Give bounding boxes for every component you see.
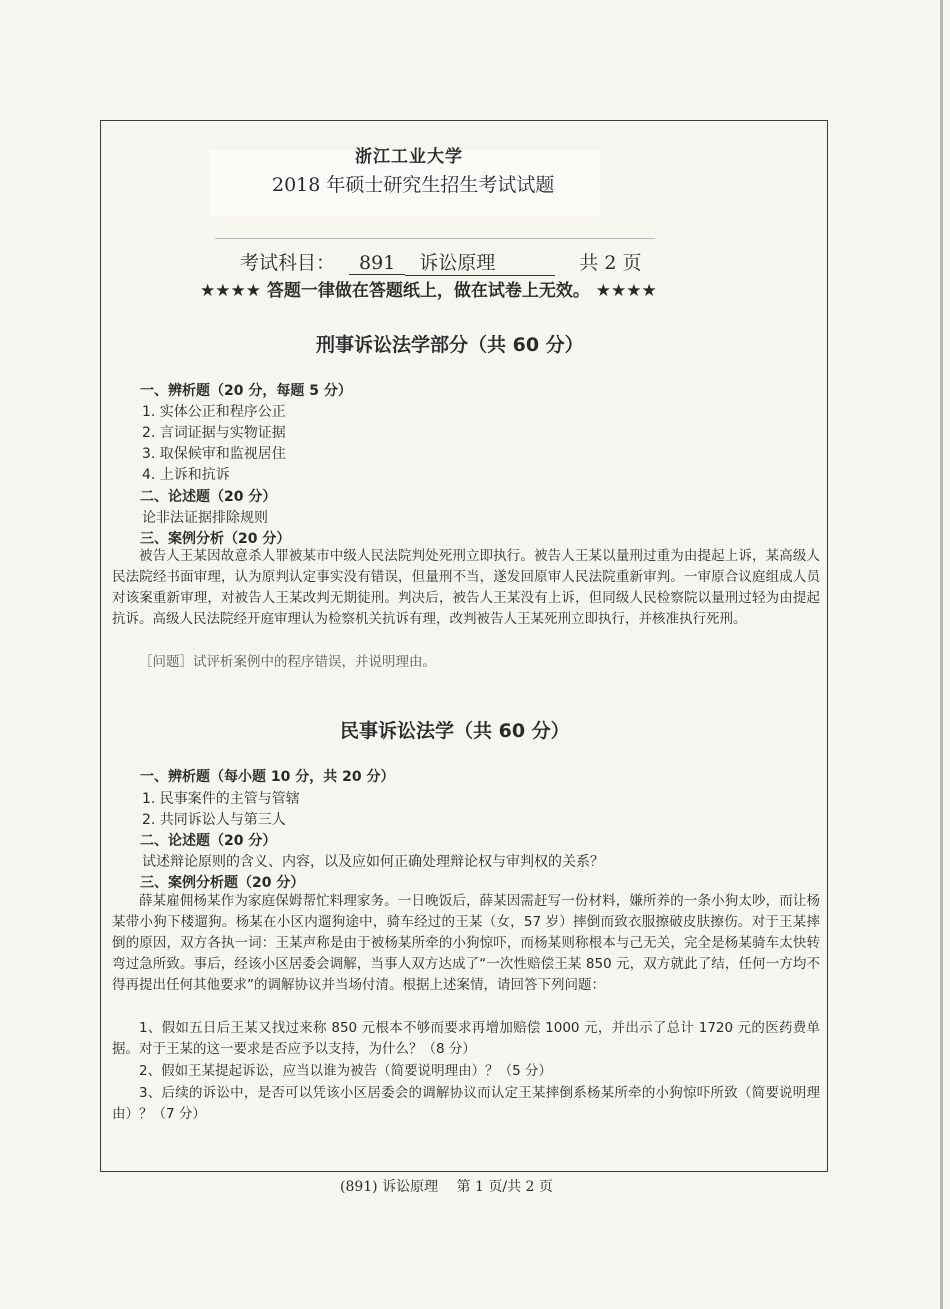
header-divider [215,238,655,239]
scan-edge [940,0,943,1309]
subject-code: 891 [349,252,405,275]
civil-subquestion-3: 3、后续的诉讼中，是否可以凭该小区居委会的调解协议而认定王某摔倒系杨某所牵的小狗惊吓所致（简要说明理由）？（7 分） [112,1085,820,1122]
criminal-q3-heading: 三、案例分析（20 分） [140,531,291,547]
criminal-q2-text: 论非法证据排除规则 [142,510,268,526]
civil-case-text: 薛某雇佣杨某作为家庭保姆帮忙料理家务。一日晚饭后，薛某因需赶写一份材料，嫌所养的一条小狗太吵，而让杨某带小狗下楼遛狗。杨某在小区内遛狗途中，骑车经过的王某（女，57 岁）摔倒而致衣服擦破皮肤擦伤。对于王某摔倒的原因，双方各执一词：王某声称是由于被杨某所牵的小狗惊吓，而杨某则称根本与己无关，完全是杨某骑车太快转弯过急所致。事后，经该小区居委会调解，当事人双方达成了“一次性赔偿王某 850 元，双方就此了结，任何一方均不得再提出任何其他要求”的调解协议并当场付清。根据上述案情，请回答下列问题： [112,893,820,993]
criminal-q2-heading: 二、论述题（20 分） [140,489,277,505]
criminal-q1-item: 3. 取保候审和监视居住 [142,446,286,462]
civil-q1-item: 1. 民事案件的主管与管辖 [142,791,300,807]
civil-q1-item: 2. 共同诉讼人与第三人 [142,812,286,828]
criminal-case-text: 被告人王某因故意杀人罪被某市中级人民法院判处死刑立即执行。被告人王某以量刑过重为由提起上诉，某高级人民法院经书面审理，认为原判认定事实没有错误，但量刑不当，遂发回原审人民法院重新审判。一审原合议庭组成人员对该案重新审理，对被告人王某改判无期徒刑。判决后，被告人王某没有上诉，但同级人民检察院以量刑过轻为由提起抗诉。高级人民法院经开庭审理认为检察机关抗诉有理，改判被告人王某死刑立即执行，并核准执行死刑。 [112,548,820,627]
criminal-q1-item: 2. 言词证据与实物证据 [142,425,286,441]
criminal-q1-item: 1. 实体公正和程序公正 [142,404,286,420]
subject-line [240,248,641,276]
civil-q2-text: 试述辩论原则的含义、内容，以及应如何正确处理辩论权与审判权的关系？ [142,854,604,870]
university-name: 浙江工业大学 [355,147,463,167]
civil-section-title: 民事诉讼法学（共 60 分） [340,720,570,742]
subject-name: 诉讼原理 [405,248,555,276]
civil-subquestion-1: 1、假如五日后王某又找过来称 850 元根本不够而要求再增加赔偿 1000 元，并出示了总计 1720 元的医药费单据。对于王某的这一要求是否应予以支持，为什么？（8 分） [112,1020,820,1057]
page-footer: (891) 诉讼原理 第 1 页/共 2 页 [340,1179,553,1195]
civil-subquestion-2: 2、假如王某提起诉讼，应当以谁为被告（简要说明理由）？（5 分） [139,1063,552,1079]
page-count: 共 2 页 [579,252,642,274]
exam-title: 2018 年硕士研究生招生考试试题 [272,174,555,196]
exam-notice: ★★★★ 答题一律做在答题纸上，做在试卷上无效。 ★★★★ [200,281,657,301]
criminal-q1-item: 4. 上诉和抗诉 [142,467,230,483]
subject-label: 考试科目： [240,252,336,274]
criminal-q1-heading: 一、辨析题（20 分，每题 5 分） [140,383,352,399]
civil-q1-heading: 一、辨析题（每小题 10 分，共 20 分） [140,769,395,785]
criminal-section-title: 刑事诉讼法学部分（共 60 分） [316,334,584,356]
criminal-case-question: ［问题］试评析案例中的程序错误，并说明理由。 [139,654,436,670]
civil-q2-heading: 二、论述题（20 分） [140,833,277,849]
civil-q3-heading: 三、案例分析题（20 分） [140,875,305,891]
